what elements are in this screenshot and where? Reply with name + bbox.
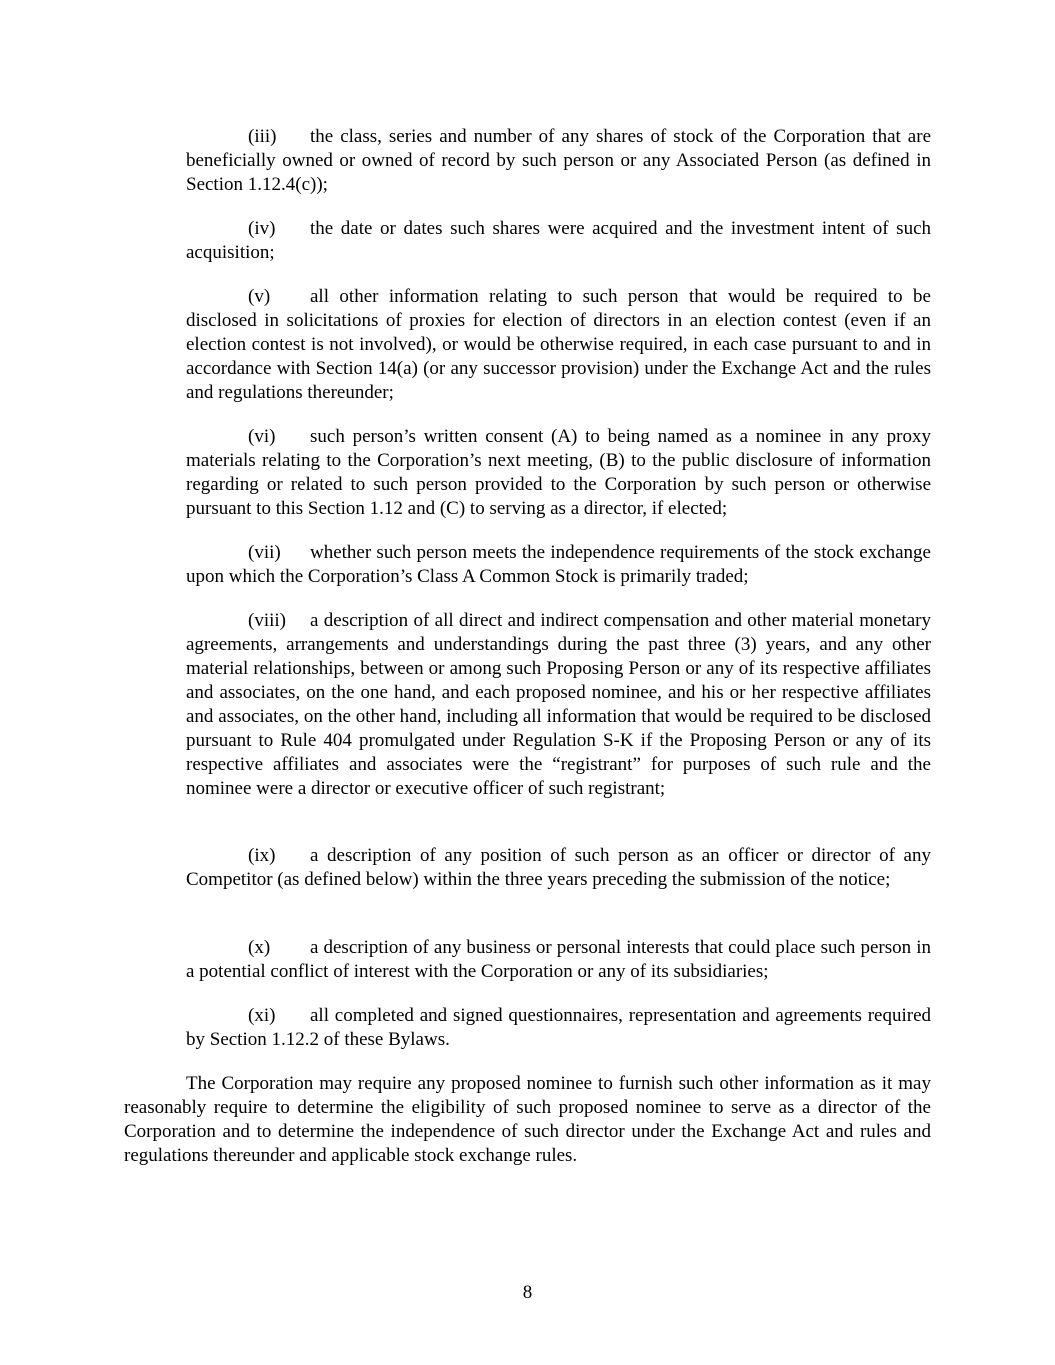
item-text: a description of any business or personal interests that could place such person in a potential conflict of interest with the Corporation or any of its subsidiaries; [186,937,931,982]
item-text: a description of all direct and indirect compensation and other material monetary agreements, arrangements and understandings during the past three (3) years, and any other material relationships, between or among such Proposing Person or any of its respective affiliates and associates, on the one hand, and each proposed nominee, and his or her respective affiliates and associates, on the other hand, including all information that would be required to be disclosed pursuant to Rule 404 promulgated under Regulation S-K if the Proposing Person or any of its respective affiliates and associates were the “registrant” for purposes of such rule and the nominee were a director or executive officer of such registrant; [186,610,931,799]
item-number: (viii) [248,610,286,631]
item-number: (xi) [248,1005,276,1026]
item-number: (iii) [248,126,277,147]
item-number: (vi) [248,426,276,447]
list-item-vi [186,425,931,521]
item-text: such person’s written consent (A) to being named as a nominee in any proxy materials relating to the Corporation’s next meeting, (B) to the public disclosure of information regarding or related to such person provided to the Corporation by such person or otherwise pursuant to this Section 1.12 and (C) to serving as a director, if elected; [186,426,931,519]
item-text: the class, series and number of any shares of stock of the Corporation that are beneficially owned or owned of record by such person or any Associated Person (as defined in Section 1.12.4(c)); [186,126,931,195]
item-text: a description of any position of such person as an officer or director of any Competitor (as defined below) within the three years preceding the submission of the notice; [186,845,931,890]
list-item-x [186,936,931,984]
item-number: (vii) [248,542,281,563]
closing-paragraph: The Corporation may require any proposed nominee to furnish such other information as it may reasonably require to determine the eligibility of such proposed nominee to serve as a director of the Corporation and to determine the independence of such director under the Exchange Act and rules and regulations thereunder and applicable stock exchange rules. [124,1073,931,1166]
page-number: 8 [522,1282,533,1303]
list-item-v [186,285,931,405]
item-text: whether such person meets the independence requirements of the stock exchange upon which the Corporation’s Class A Common Stock is primarily traded; [186,542,931,587]
item-text: all completed and signed questionnaires, representation and agreements required by Section 1.12.2 of these Bylaws. [186,1005,931,1050]
item-number: (x) [248,937,271,958]
item-number: (v) [248,286,271,307]
list-item-iii [186,125,931,197]
list-item-iv [186,217,931,265]
list-item-vii [186,541,931,589]
item-text: all other information relating to such person that would be required to be disclosed in solicitations of proxies for election of directors in an election contest (even if an election contest is not involved), or would be otherwise required, in each case pursuant to and in accordance with Section 14(a) (or any successor provision) under the Exchange Act and the rules and regulations thereunder; [186,286,931,403]
list-item-ix [186,844,931,892]
item-text: the date or dates such shares were acquired and the investment intent of such acquisition; [186,218,931,263]
list-item-viii [186,609,931,801]
item-number: (iv) [248,218,276,239]
item-number: (ix) [248,845,276,866]
list-item-xi [186,1004,931,1052]
